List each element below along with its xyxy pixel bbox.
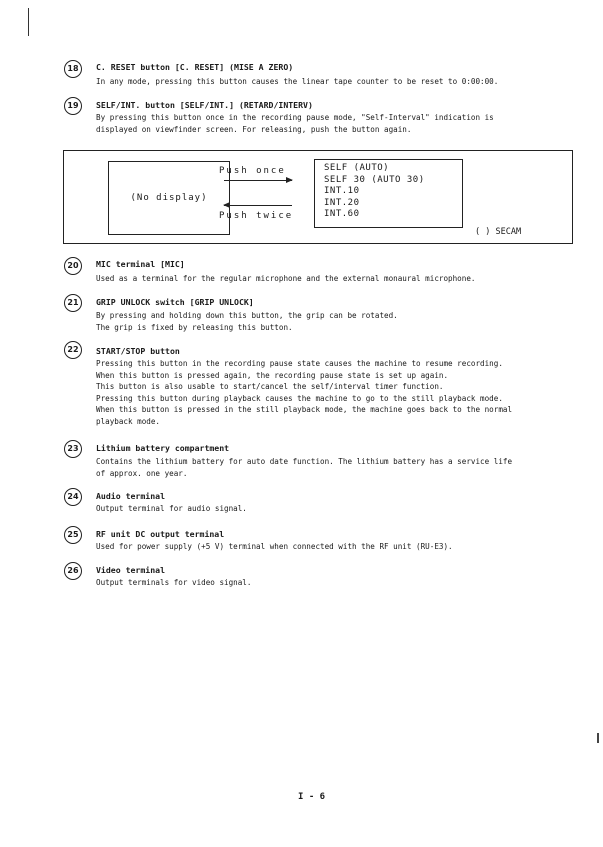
item-number: 25 bbox=[64, 526, 82, 544]
item-heading: RF unit DC output terminal bbox=[96, 529, 225, 539]
page-number: I - 6 bbox=[298, 792, 326, 802]
item-body bbox=[96, 310, 566, 333]
body-line: playback mode. bbox=[96, 416, 161, 426]
mode-line: SELF (AUTO) bbox=[324, 163, 390, 173]
body-line: By pressing and holding down this button, the grip can be rotated. bbox=[96, 311, 398, 320]
item-number: 18 bbox=[64, 60, 82, 78]
item-body bbox=[96, 503, 566, 515]
body-line: Contains the lithium battery for auto date function. The lithium battery has a service life bbox=[96, 457, 513, 466]
right-arrow-icon bbox=[224, 180, 292, 181]
mode-line: INT.10 bbox=[324, 186, 360, 196]
item-body bbox=[96, 76, 566, 88]
item-number: 24 bbox=[64, 488, 82, 506]
item-number: 21 bbox=[64, 294, 82, 312]
left-arrow-icon bbox=[224, 205, 292, 206]
body-line: of approx. one year. bbox=[96, 468, 188, 478]
item-heading: Audio terminal bbox=[96, 491, 166, 501]
self-int-diagram bbox=[63, 150, 573, 244]
item-heading: MIC terminal [MIC] bbox=[96, 259, 185, 269]
item-body bbox=[96, 456, 566, 479]
no-display-box: (No display) bbox=[108, 161, 230, 235]
item-heading: GRIP UNLOCK switch [GRIP UNLOCK] bbox=[96, 297, 254, 307]
item-heading: Lithium battery compartment bbox=[96, 443, 230, 453]
secam-note: ( ) SECAM bbox=[475, 227, 522, 237]
body-line: In any mode, pressing this button causes the linear tape counter to be reset to 0:00:00. bbox=[96, 77, 499, 86]
mode-line: SELF 30 (AUTO 30) bbox=[324, 174, 425, 185]
push-twice-label: Push twice bbox=[219, 211, 294, 221]
body-line: Output terminal for audio signal. bbox=[96, 504, 247, 513]
item-heading: C. RESET button [C. RESET] (MISE A ZERO) bbox=[96, 62, 294, 72]
mode-list-box bbox=[314, 159, 463, 228]
margin-mark bbox=[28, 8, 29, 36]
body-line: Pressing this button during playback causes the machine to go to the still playback mode. bbox=[96, 393, 503, 403]
body-line: When this button is pressed again, the recording pause state is set up again. bbox=[96, 370, 449, 380]
item-number: 20 bbox=[64, 257, 82, 275]
body-line: The grip is fixed by releasing this button. bbox=[96, 322, 293, 332]
item-number: 19 bbox=[64, 97, 82, 115]
body-line: Used for power supply (+5 V) terminal when connected with the RF unit (RU-E3). bbox=[96, 542, 453, 551]
body-line: Used as a terminal for the regular microphone and the external monaural microphone. bbox=[96, 274, 476, 283]
push-once-label: Push once bbox=[219, 166, 286, 176]
item-number: 26 bbox=[64, 562, 82, 580]
item-body bbox=[96, 358, 566, 428]
item-number: 22 bbox=[64, 341, 82, 359]
body-line: Pressing this button in the recording pause state causes the machine to resume recording. bbox=[96, 359, 503, 368]
item-body bbox=[96, 541, 566, 553]
body-line: By pressing this button once in the recording pause mode, "Self-Interval" indication is bbox=[96, 113, 494, 122]
body-line: displayed on viewfinder screen. For releasing, push the button again. bbox=[96, 124, 412, 134]
scan-mark bbox=[597, 733, 599, 743]
body-line: This button is also usable to start/cancel the self/interval timer function. bbox=[96, 382, 444, 392]
item-body bbox=[96, 577, 566, 589]
item-heading: START/STOP button bbox=[96, 346, 180, 356]
body-line: Output terminals for video signal. bbox=[96, 578, 252, 587]
body-line: When this button is pressed in the still playback mode, the machine goes back to the normal bbox=[96, 405, 513, 415]
mode-line: INT.20 bbox=[324, 197, 360, 208]
item-heading: Video terminal bbox=[96, 565, 166, 575]
item-body bbox=[96, 112, 566, 135]
item-body bbox=[96, 273, 566, 285]
mode-line: INT.60 bbox=[324, 209, 360, 219]
item-heading: SELF/INT. button [SELF/INT.] (RETARD/INTERV) bbox=[96, 100, 313, 110]
item-number: 23 bbox=[64, 440, 82, 458]
